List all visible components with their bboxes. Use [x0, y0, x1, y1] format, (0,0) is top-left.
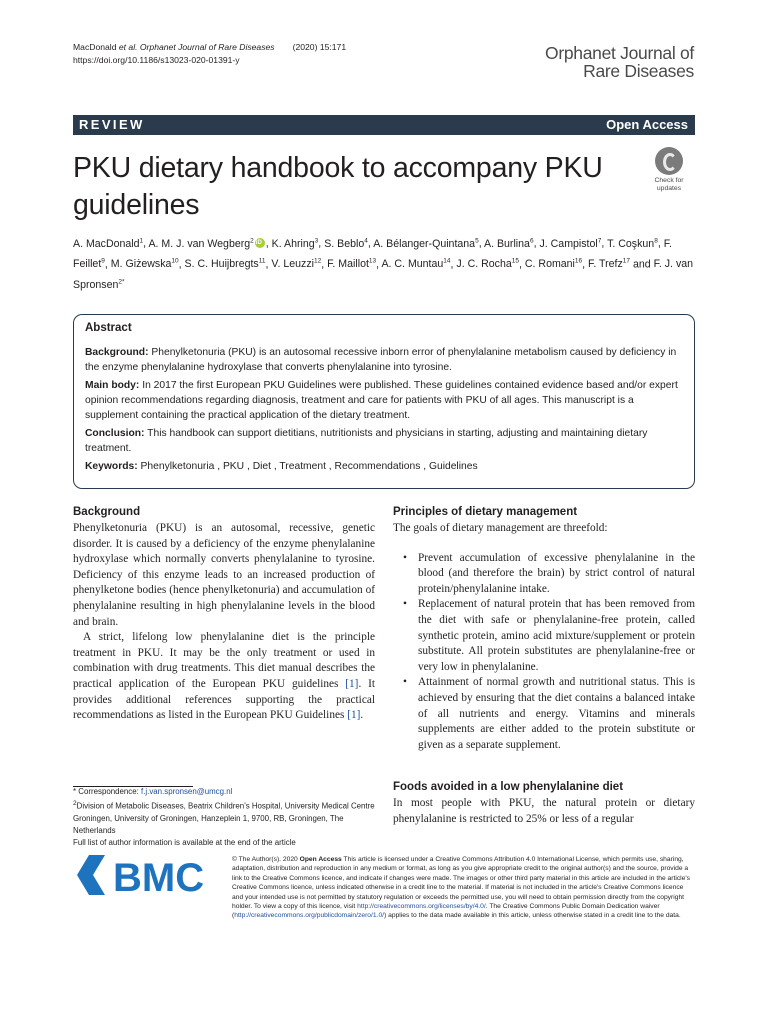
badge-line1: Check for	[654, 177, 684, 184]
check-updates-icon	[655, 147, 683, 175]
background-heading: Background	[73, 506, 141, 518]
title-line1: PKU dietary handbook to accompany PKU	[73, 152, 603, 184]
affiliation: $^2$Division of Metabolic Diseases, Beatrix Children's Hospital, University Medical Centre Groningen, University of Groningen, Hanzeplein 1, 9700, RB, Groningen, The Netherlands	[73, 800, 375, 835]
author-name[interactable]: V. Leuzzi$^{12}$	[271, 257, 322, 271]
background-para1: Phenylketonuria (PKU) is an autosomal, recessive, genetic disorder. It is caused by a deficiency of the enzyme phenylalanine hydroxylase which normally converts phenylalanine to tyrosine. Deficiency of this enzyme leads to an increased production of phenylketone bodies (hence phenylketonuria) and accumulation of phenylalanine resulting in high phenylalanine levels in the blood and brain.	[73, 522, 375, 628]
foods-avoided-heading: Foods avoided in a low phenylalanine diet	[393, 781, 624, 794]
doi-link[interactable]: https://doi.org/10.1186/s13023-020-01391-y	[73, 55, 240, 65]
author-name[interactable]: M. Giżewska$^{10}$	[110, 257, 179, 271]
open-access-label: Open Access	[606, 117, 688, 132]
journal-name-line2: Rare Diseases	[583, 61, 694, 81]
author-name[interactable]: F. Maillot$^{13}$	[327, 257, 377, 271]
list-item: • Attainment of normal growth and nutritional status. This is achieved by ensuring that the diet contains a balanced intake of all nutrients and energy. Vitamins and minerals supplements are either added to the protein substitute or given as a separate supplement.	[393, 675, 695, 753]
citation-journal: et al. Orphanet Journal of Rare Diseases	[118, 42, 275, 52]
right-column	[393, 505, 695, 828]
journal-logo	[545, 44, 694, 80]
author-list: A. MacDonald$^1$, A. M. J. van Wegberg$^2$iD , K. Ahring$^3$, S. Beblo$^4$, A. Bélanger-Quintana$^5$, A. Burlina$^6$, J. Campistol$^7$, T. Coşkun$^8$, F. Feillet$^9$, M. Giżewska$^{10}$, S. C. Huijbregts$^{11}$, V. Leuzzi$^{12}$, F. Maillot$^{13}$, A. C. Muntau$^{14}$, J. C. Rocha$^{15}$, C. Romani$^{16}$, F. Trefz$^{17}$ and F. J. van Spronsen$^{2*}$	[73, 232, 698, 294]
background-para2: A strict, lifelong low phenylalanine diet is the principle treatment in PKU. It may be the only treatment or used in combination with drug treatments. This diet manual describes the practical application of the European PKU guidelines [1]. It provides additional references supporting the practical recommendations as listed in the European PKU Guidelines [1].	[73, 631, 375, 722]
author-name[interactable]: S. C. Huijbregts$^{11}$	[184, 257, 266, 271]
abstract-box	[73, 314, 695, 489]
citation-header	[73, 41, 346, 67]
author-name[interactable]: C. Romani$^{16}$	[524, 257, 583, 271]
article-type-label: REVIEW	[79, 117, 145, 132]
check-for-updates-badge[interactable]	[644, 147, 694, 199]
reference-link[interactable]: [1]	[347, 709, 361, 722]
author-name[interactable]: F. Feillet$^9$	[73, 237, 672, 271]
correspondence-email-link[interactable]: f.j.van.spronsen@umcg.nl	[141, 787, 233, 796]
author-name[interactable]: K. Ahring$^3$	[271, 237, 319, 250]
citation-year: (2020) 15:171	[292, 42, 347, 52]
author-name[interactable]: F. Trefz$^{17}$	[588, 257, 631, 271]
author-name[interactable]: A. MacDonald$^1$	[73, 237, 144, 250]
author-name[interactable]: F. J. van Spronsen$^{2*}$	[73, 258, 694, 291]
left-column	[73, 505, 375, 724]
footnotes: * Correspondence: f.j.van.spronsen@umcg.nl $^2$Division of Metabolic Diseases, Beatrix Children's Hospital, University Medical Centre Groningen, University of Groningen, Hanzeplein 1, 9700, RB, Groningen, The Netherlands Full list of author information is available at the end of the article	[73, 787, 375, 847]
title-line2: guidelines	[73, 189, 200, 221]
abstract-background: Background: Phenylketonuria (PKU) is an autosomal recessive inborn error of phenylalanine metabolism caused by deficiency in the enzyme phenylalanine hydroxylase that converts phenylalanine into tyrosine.	[85, 347, 677, 373]
author-name[interactable]: S. Beblo$^4$	[324, 237, 368, 250]
abstract-conclusion: Conclusion: This handbook can support dietitians, nutritionists and physicians in starting, adjusting and maintaining dietary treatment.	[85, 428, 648, 454]
list-item: • Prevent accumulation of excessive phenylalanine in the blood (and therefore the brain) by strict control of natural protein/phenylalanine intake.	[393, 551, 695, 598]
full-author-info-note: Full list of author information is available at the end of the article	[73, 837, 296, 847]
abstract-main-body: Main body: In 2017 the first European PKU Guidelines were published. These guidelines contained evidence based and/or expert opinion recommendations regarding diagnosis, treatment and care for patients with PKU of all ages. This manuscript is a supplement containing the practical application of the dietary treatment.	[85, 380, 678, 421]
bmc-logo-text: BMC	[113, 856, 205, 897]
author-name[interactable]: J. C. Rocha$^{15}$	[456, 257, 519, 271]
article-type-bar	[73, 115, 695, 135]
article-title	[73, 150, 613, 224]
principles-intro: The goals of dietary management are threefold:	[393, 522, 608, 534]
badge-line2: updates	[656, 184, 682, 192]
abstract-heading: Abstract	[85, 322, 132, 334]
bmc-logo	[75, 853, 215, 897]
orcid-icon[interactable]	[255, 238, 265, 248]
reference-link[interactable]: [1]	[345, 677, 359, 690]
author-name[interactable]: A. C. Muntau$^{14}$	[381, 257, 451, 271]
principles-heading: Principles of dietary management	[393, 506, 578, 518]
author-name[interactable]: A. Bélanger-Quintana$^5$	[373, 237, 479, 250]
author-name[interactable]: T. Coşkun$^8$	[607, 237, 658, 250]
author-name[interactable]: A. M. J. van Wegberg$^2$iD	[148, 238, 265, 250]
public-domain-link[interactable]: http://creativecommons.org/publicdomain/zero/1.0/	[234, 912, 385, 920]
license-text: © The Author(s). 2020 Open Access This article is licensed under a Creative Commons Attribution 4.0 International License, which permits use, sharing, adaptation, distribution and reproduction in any medium or format, as long as you give appropriate credit to the original author(s) and the source, provide a link to the Creative Commons licence, and indicate if changes were made. The images or other third party material in this article are included in the article's Creative Commons licence, unless indicated otherwise in a credit line to the material. If material is not included in the article's Creative Commons licence and your intended use is not permitted by statutory regulation or exceeds the permitted use, you will need to obtain permission directly from the copyright holder. To view a copy of this licence, visit http://creativecommons.org/licenses/by/4.0/. The Creative Commons Public Domain Dedication waiver (http://creativecommons.org/publicdomain/zero/1.0/) applies to the data made available in this article, unless otherwise stated in a credit line to the data.	[232, 856, 690, 920]
license-link[interactable]: http://creativecommons.org/licenses/by/4.0/	[357, 903, 486, 911]
author-name[interactable]: A. Burlina$^6$	[484, 237, 534, 250]
abstract-keywords: Keywords: Phenylketonuria , PKU , Diet , Treatment , Recommendations , Guidelines	[85, 461, 478, 472]
goals-list	[393, 551, 695, 754]
foods-avoided-para: In most people with PKU, the natural protein or dietary phenylalanine is restricted to 25% or less of a regular	[393, 797, 695, 825]
list-item: • Replacement of natural protein that has been removed from the diet with safe or phenylalanine-free protein, called synthetic protein, amino acid mixture/supplement or protein substitute. All protein substitutes are phenylalanine-free or very low in phenylalanine.	[393, 597, 695, 675]
journal-name-line1: Orphanet Journal of	[545, 43, 694, 63]
author-name[interactable]: J. Campistol$^7$	[539, 237, 602, 250]
citation-authors: MacDonald	[73, 42, 119, 52]
